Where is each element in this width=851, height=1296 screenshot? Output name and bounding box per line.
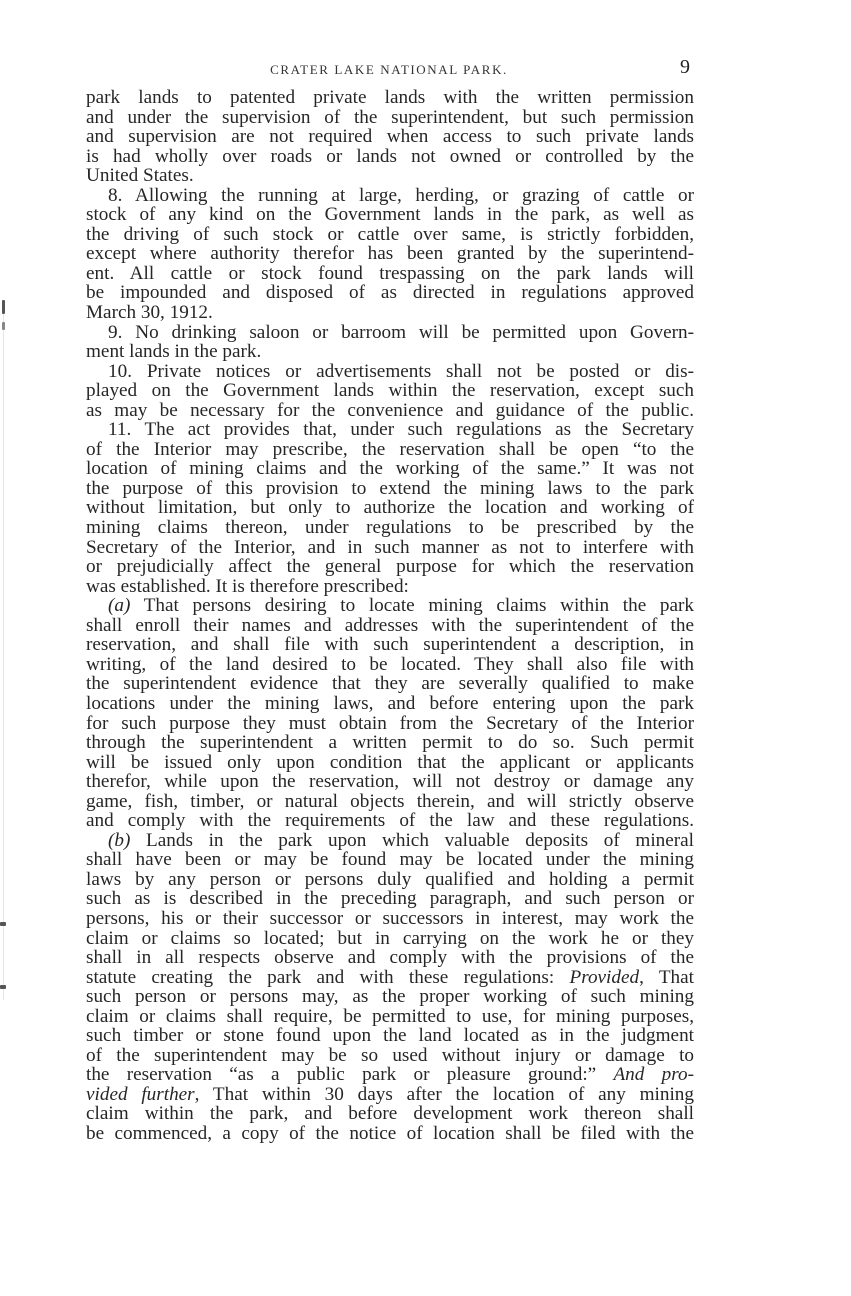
text-line: United States. (86, 165, 194, 187)
text-line: as may be necessary for the convenience and guidance of the public. (86, 399, 694, 421)
text-line: was established. It is therefore prescribed: (86, 575, 409, 597)
paragraph-rule-11b (86, 831, 694, 1144)
text-fragment: That persons desiring to locate mining claims within the park (130, 595, 694, 617)
text-line: and supervision are not required when access to such private lands (86, 126, 694, 148)
text-fragment: statute creating the park and with these regulations: (86, 966, 570, 988)
subsection-label: (b) (108, 829, 131, 851)
text-line: the superintendent evidence that they are severally qualified to make (86, 673, 694, 695)
text-line: the driving of such stock or cattle over same, is strictly forbidden, (86, 223, 694, 245)
text-line (86, 596, 694, 616)
text-line: laws by any person or persons duly qualified and holding a permit (86, 868, 694, 890)
text-fragment: Lands in the park upon which valuable deposits of mineral (130, 829, 694, 851)
paragraph-rule-11a (86, 596, 694, 831)
text-line: game, fish, timber, or natural objects therein, and will strictly observe (86, 790, 694, 812)
running-title: CRATER LAKE NATIONAL PARK. (270, 62, 508, 77)
text-line: park lands to patented private lands with the written permission (86, 87, 694, 108)
text-line: March 30, 1912. (86, 302, 213, 324)
text-line: without limitation, but only to authorize the location and working of (86, 497, 694, 519)
text-line: persons, his or their successor or successors in interest, may work the (86, 907, 694, 929)
margin-mark (0, 922, 6, 926)
text-line: be impounded and disposed of as directed in regulations approved (86, 282, 694, 304)
text-line: mining claims thereon, under regulations to be prescribed by the (86, 517, 694, 539)
text-line: Secretary of the Interior, and in such manner as not to interfere with (86, 536, 694, 558)
text-line: is had wholly over roads or lands not owned or controlled by the (86, 145, 694, 167)
paragraph-rule-10 (86, 362, 694, 421)
text-line: 11. The act provides that, under such regulations as the Secretary (108, 419, 694, 441)
text-fragment: , That (639, 966, 694, 988)
margin-mark (2, 300, 5, 314)
text-line: be commenced, a copy of the notice of location shall be filed with the (86, 1122, 694, 1144)
text-line: except where authority therefor has been granted by the superintend- (86, 243, 694, 265)
text-line: ment lands in the park. (86, 341, 262, 363)
text-line (86, 831, 694, 851)
text-line: shall enroll their names and addresses with the superintendent of the (86, 614, 694, 636)
text-line: such timber or stone found upon the land located as in the judgment (86, 1025, 694, 1047)
page-header (86, 56, 692, 86)
italic-term-further: vided further (86, 1083, 195, 1105)
text-line: of the Interior may prescribe, the reservation shall be open “to the (86, 438, 694, 460)
text-line: the purpose of this provision to extend the mining laws to the park (86, 477, 694, 499)
text-line (86, 968, 694, 988)
text-line: 8. Allowing the running at large, herding, or grazing of cattle or (108, 184, 694, 206)
paragraph-continuation (86, 88, 694, 186)
text-line: shall have been or may be found may be located under the mining (86, 849, 694, 871)
text-line: stock of any kind on the Government lands in the park, as well as (86, 204, 694, 226)
text-line: claim or claims shall require, be permitted to use, for mining purposes, (86, 1005, 694, 1027)
text-line: location of mining claims and the working of the same.” It was not (86, 458, 694, 480)
text-line (86, 1065, 694, 1085)
paragraph-rule-8 (86, 186, 694, 323)
body-text (86, 88, 694, 1144)
text-line: of the superintendent may be so used without injury or damage to (86, 1044, 694, 1066)
text-fragment: the reservation “as a public park or pleasure ground:” (86, 1064, 614, 1086)
text-line: claim or claims so located; but in carrying on the work he or they (86, 927, 694, 949)
text-line: such as is described in the preceding paragraph, and such person or (86, 888, 694, 910)
text-line: such person or persons may, as the proper working of such mining (86, 986, 694, 1008)
text-fragment: , That within 30 days after the location of any mining (194, 1083, 694, 1105)
text-line: 9. No drinking saloon or barroom will be permitted upon Govern- (108, 321, 694, 343)
italic-term-and-provided: And pro- (613, 1064, 694, 1086)
text-line: will be issued only upon condition that the applicant or applicants (86, 751, 694, 773)
text-line: therefor, while upon the reservation, will not destroy or damage any (86, 771, 694, 793)
text-line: for such purpose they must obtain from the Secretary of the Interior (86, 712, 694, 734)
margin-mark (0, 985, 6, 989)
paragraph-rule-9 (86, 323, 694, 362)
paragraph-rule-11 (86, 420, 694, 596)
subsection-label: (a) (108, 595, 131, 617)
text-line: and comply with the requirements of the law and these regulations. (86, 810, 694, 832)
text-line: claim within the park, and before development work thereon shall (86, 1103, 694, 1125)
text-line: through the superintendent a written permit to do so. Such permit (86, 732, 694, 754)
text-line: or prejudicially affect the general purpose for which the reservation (86, 556, 694, 578)
page-number: 9 (680, 56, 690, 78)
text-line: 10. Private notices or advertisements shall not be posted or dis- (108, 360, 694, 382)
text-line: played on the Government lands within the reservation, except such (86, 380, 694, 402)
text-line: reservation, and shall file with such superintendent a description, in (86, 634, 694, 656)
text-line: shall in all respects observe and comply with the provisions of the (86, 947, 694, 969)
text-line: ent. All cattle or stock found trespassing on the park lands will (86, 262, 694, 284)
binding-edge-shadow (3, 300, 4, 1000)
text-line: locations under the mining laws, and before entering upon the park (86, 692, 694, 714)
italic-term-provided: Provided (569, 966, 640, 988)
text-line: writing, of the land desired to be located. They shall also file with (86, 653, 694, 675)
text-line (86, 1085, 694, 1105)
text-line: and under the supervision of the superintendent, but such permission (86, 106, 694, 128)
margin-mark (2, 322, 5, 330)
